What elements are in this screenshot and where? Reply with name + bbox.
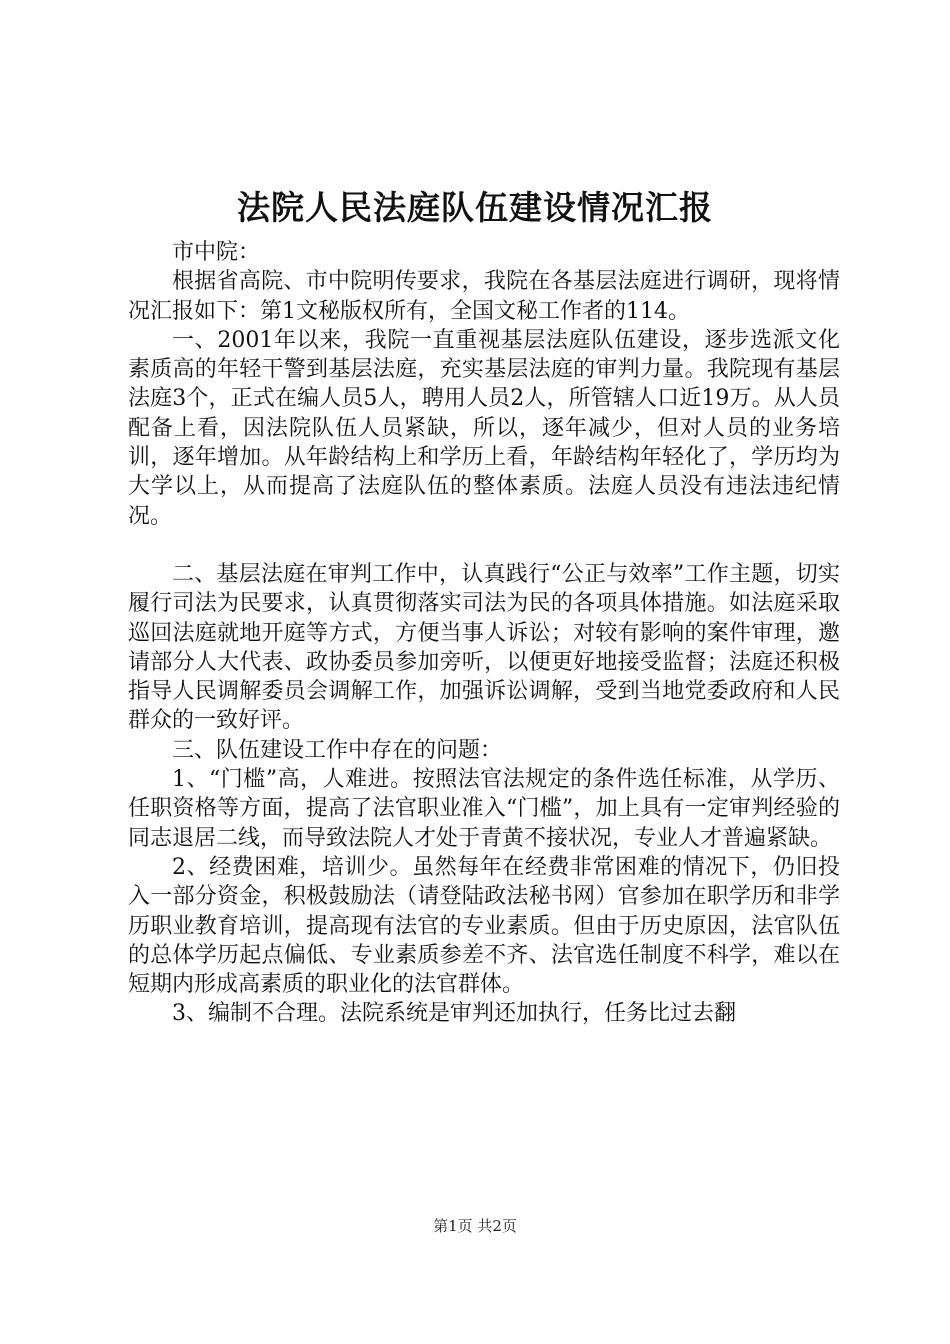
paragraph-intro: 根据省高院、市中院明传要求，我院在各基层法庭进行调研，现将情况汇报如下：第1文秘版权所有，全国文秘工作者的114。: [128, 269, 840, 324]
paragraph-section-2: 二、基层法庭在审判工作中，认真践行“公正与效率”工作主题，切实履行司法为民要求，认真贯彻落实司法为民的各项具体措施。如法庭采取巡回法庭就地开庭等方式，方便当事人诉讼；对较有影响的案件审理，邀请部分人大代表、政协委员参加旁听，以便更好地接受监督；法庭还积极指导人民调解委员会调解工作，加强诉讼调解，受到当地党委政府和人民群众的一致好评。: [128, 561, 840, 734]
paragraph-problem-3: 3、编制不合理。法院系统是审判还加执行，任务比过去翻: [172, 1001, 736, 1027]
document-body: [128, 238, 840, 1029]
paragraph-problem-2: 2、经费困难，培训少。虽然每年在经费非常困难的情况下，仍旧投入一部分资金，积极鼓励法（请登陆政法秘书网）官参加在职学历和非学历职业教育培训，提高现有法官的专业素质。但由于历史原因，法官队伍的总体学历起点偏低、专业素质参差不齐、法官选任制度不科学，难以在短期内形成高素质的职业化的法官群体。: [128, 854, 840, 998]
paragraph-section-1: 一、2001年以来，我院一直重视基层法庭队伍建设，逐步选派文化素质高的年轻干警到基层法庭，充实基层法庭的审判力量。我院现有基层法庭3个，正式在编人员5人，聘用人员2人，所管辖人口近19万。从人员配备上看，因法院队伍人员紧缺，所以，逐年减少，但对人员的业务培训，逐年增加。从年龄结构上和学历上看，年龄结构年轻化了，学历均为大学以上，从而提高了法庭队伍的整体素质。法庭人员没有违法违纪情况。: [128, 327, 840, 529]
page-footer: 第1页 共2页: [433, 1217, 517, 1235]
paragraph-problem-1: 1、“门槛”高，人难进。按照法官法规定的条件选任标准，从学历、任职资格等方面，提高了法官职业准入“门槛”，加上具有一定审判经验的同志退居二线，而导致法院人才处于青黄不接状况，专业人才普遍紧缺。: [128, 767, 840, 851]
salutation: 市中院：: [172, 240, 261, 265]
paragraph-section-3-heading: 三、队伍建设工作中存在的问题：: [172, 737, 503, 763]
document-title: 法院人民法庭队伍建设情况汇报: [237, 188, 713, 227]
